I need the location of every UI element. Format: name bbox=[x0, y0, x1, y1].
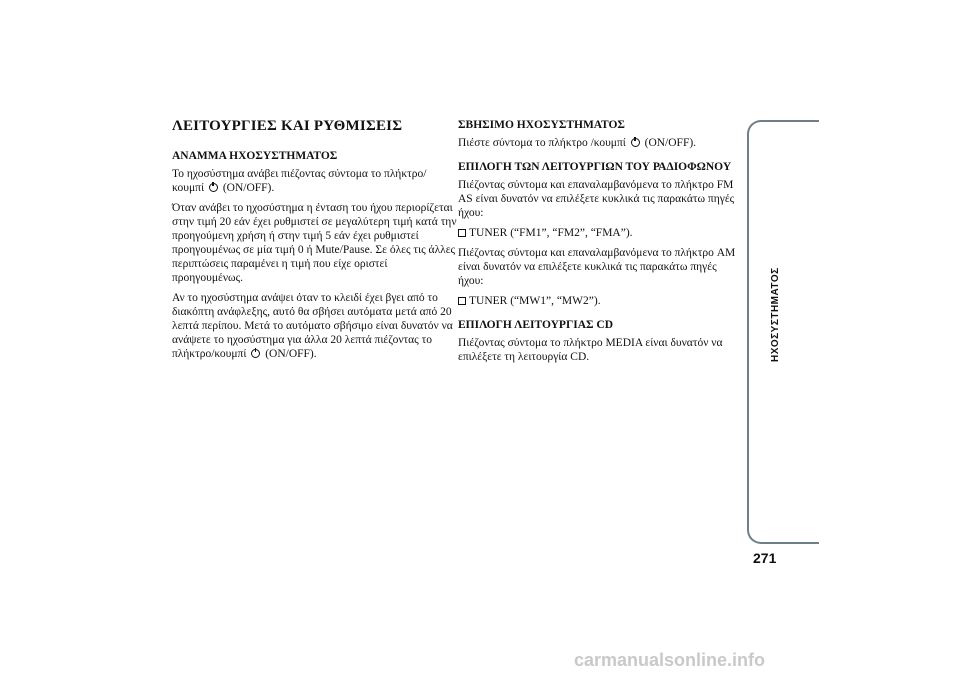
paragraph-cd: Πιέζοντας σύντομα το πλήκτρο MEDIA είναι δυνατόν να επιλέξετε τη λειτουργία CD. bbox=[458, 337, 723, 363]
paragraph-power-on: Το ηχοσύστημα ανάβει πιέζοντας σύντομα το πλήκτρο/κουμπί (ON/OFF). bbox=[172, 168, 427, 194]
paragraph-power-off: Πιέστε σύντομα το πλήκτρο /κουμπί (ON/OFF). bbox=[458, 137, 697, 149]
page-title: ΛΕΙΤΟΥΡΓΙΕΣ ΚΑΙ ΡΥΘΜΙΣΕΙΣ bbox=[172, 118, 403, 134]
power-icon bbox=[631, 138, 640, 147]
right-column bbox=[458, 118, 743, 370]
checkbox-bullet-icon bbox=[458, 297, 466, 305]
section-heading-power-off: ΣΒΗΣΙΜΟ ΗΧΟΣΥΣΤΗΜΑΤΟΣ bbox=[458, 119, 625, 131]
paragraph-fm-sources: Πιέζοντας σύντομα και επαναλαμβανόμενα το πλήκτρο FM AS είναι δυνατόν να επιλέξετε κυκλικά τις παρακάτω πηγές ήχου: bbox=[458, 179, 735, 219]
section-heading-radio-functions: ΕΠΙΛΟΓΗ ΤΩΝ ΛΕΙΤΟΥΡΓΙΩΝ ΤΟΥ ΡΑΔΙΟΦΩΝΟΥ bbox=[458, 161, 732, 173]
page-number: 271 bbox=[753, 550, 777, 566]
paragraph-am-sources: Πιέζοντας σύντομα και επαναλαμβανόμενα το πλήκτρο AM είναι δυνατόν να επιλέξετε κυκλικά τις παρακάτω πηγές ήχου: bbox=[458, 247, 736, 287]
bullet-am-tuner: TUNER (“MW1”, “MW2”). bbox=[458, 294, 743, 308]
checkbox-bullet-icon bbox=[458, 229, 466, 237]
section-heading-power-on: ΑΝΑΜΜΑ ΗΧΟΣΥΣΤΗΜΑΤΟΣ bbox=[172, 150, 338, 162]
left-column bbox=[172, 118, 457, 367]
power-icon bbox=[209, 183, 218, 192]
section-heading-cd: ΕΠΙΛΟΓΗ ΛΕΙΤΟΥΡΓΙΑΣ CD bbox=[458, 319, 614, 331]
paragraph-auto-off: Αν το ηχοσύστημα ανάψει όταν το κλειδί έχει βγει από το διακόπτη ανάφλεξης, αυτό θα σβήσει αυτόματα μετά από 20 λεπτά περίπου. Μετά το αυτόματο σβήσιμο είναι δυνατόν να ανάψετε το ηχοσύστημα για άλλα 20 λεπτά πιέζοντας το πλήκτρο/κουμπί (ON/OFF). bbox=[172, 292, 453, 360]
paragraph-volume-limit: Όταν ανάβει το ηχοσύστημα η ένταση του ήχου περιορίζεται στην τιμή 20 εάν έχει ρυθμιστεί σε μεγαλύτερη τιμή κατά την προηγούμενη χρήση ή στην τιμή 5 εάν έχει ρυθμιστεί προηγουμένως σε μία τιμή 0 ή Mute/Pause. Σε όλες τις άλλες περιπτώσεις παραμένει η τιμή που είχε οριστεί προηγουμένως. bbox=[172, 202, 457, 284]
watermark: carmanualsonline.info bbox=[574, 650, 766, 670]
power-icon bbox=[251, 349, 260, 358]
side-tab-label: ΗΧΟΣΥΣΤΗΜΑΤΟΣ bbox=[770, 267, 781, 363]
bullet-fm-tuner: TUNER (“FM1”, “FM2”, “FMA”). bbox=[458, 226, 743, 240]
